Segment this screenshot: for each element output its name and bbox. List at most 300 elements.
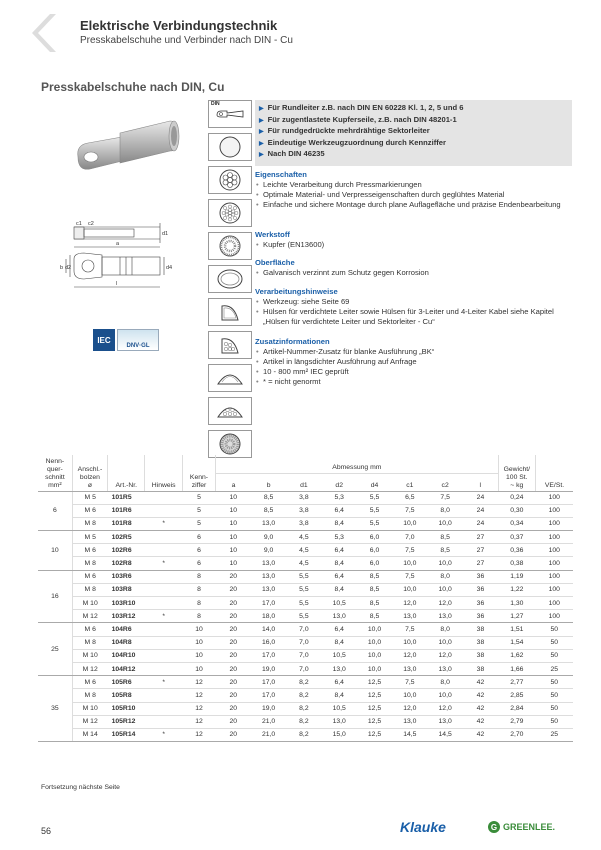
cell-l: 27 [463,544,498,557]
cell-l: 38 [463,623,498,636]
certification-logos [93,328,159,352]
cell-ve: 100 [536,570,574,583]
cell-a: 10 [216,491,251,504]
cell-d4: 6,0 [357,557,392,570]
cell-d1: 5,5 [286,570,321,583]
din-lug-icon [208,100,252,128]
cell-d1: 7,0 [286,662,321,675]
cell-ve: 100 [536,491,574,504]
cell-c1: 10,0 [392,517,427,530]
fine-stranded-conductor-icon [208,199,252,227]
cell-artikelnummer: 104R8 [108,636,145,649]
continuation-note: Fortsetzung nächste Seite [41,784,120,791]
cell-c1: 12,0 [392,597,427,610]
cell-artikelnummer: 102R8 [108,557,145,570]
cell-c2: 8,0 [427,504,462,517]
cell-b: 8,5 [251,491,286,504]
cell-d2: 5,3 [322,531,357,544]
cell-hinweis: * [145,557,182,570]
col-header-kennziffer: Kenn- ziffer [182,455,215,491]
product-table [38,455,573,742]
cell-ve: 100 [536,544,574,557]
cell-nennquerschnitt: 16 [38,570,72,623]
block-item: • * = nicht genormt [255,377,575,387]
cell-hinweis: * [145,517,182,530]
cell-d2: 8,4 [322,689,357,702]
cell-hinweis [145,531,182,544]
cell-anschluss: M 6 [72,544,107,557]
cell-artikelnummer: 105R12 [108,715,145,728]
rope-conductor-icon [208,430,252,458]
cell-kennziffer: 8 [182,597,215,610]
cell-c1: 7,5 [392,504,427,517]
cell-artikelnummer: 101R8 [108,517,145,530]
table-row [38,583,573,596]
cell-b: 8,5 [251,504,286,517]
cell-gewicht: 0,36 [498,544,535,557]
cell-gewicht: 2,77 [498,676,535,689]
table-row [38,649,573,662]
block-verarbeitungshinweise [255,287,575,327]
cell-d1: 7,0 [286,649,321,662]
cell-c2: 10,0 [427,557,462,570]
cell-kennziffer: 8 [182,610,215,623]
cell-artikelnummer: 105R14 [108,728,145,741]
cell-d2: 5,3 [322,491,357,504]
cell-c1: 10,0 [392,689,427,702]
cell-c2: 10,0 [427,583,462,596]
cell-d4: 8,5 [357,570,392,583]
cell-d1: 3,8 [286,517,321,530]
cell-anschluss: M 8 [72,583,107,596]
cell-d2: 6,4 [322,676,357,689]
cell-hinweis [145,597,182,610]
cell-b: 17,0 [251,649,286,662]
sector-stranded-conductor-icon [208,331,252,359]
feature-item: ▶ Für rundgedrückte mehrdrähtige Sektorleiter [259,126,568,138]
block-item: • Galvanisch verzinnt zum Schutz gegen Korrosion [255,268,575,278]
cell-c2: 8,0 [427,676,462,689]
dim-label-d1: d1 [162,231,169,237]
page-header-subtitle: Presskabelschuhe und Verbinder nach DIN - Cu [80,35,293,46]
block-title: Verarbeitungshinweise [255,287,338,296]
cell-hinweis [145,544,182,557]
cell-kennziffer: 5 [182,517,215,530]
cell-d4: 5,5 [357,517,392,530]
col-header-d1: d1 [286,473,321,491]
table-row [38,597,573,610]
cell-l: 24 [463,491,498,504]
cell-d2: 6,4 [322,570,357,583]
cell-d2: 6,4 [322,504,357,517]
cell-nennquerschnitt: 6 [38,491,72,531]
table-row [38,544,573,557]
feature-item: ▶ Für Rundleiter z.B. nach DIN EN 60228 Kl. 1, 2, 5 und 6 [259,103,568,115]
cell-d1: 4,5 [286,544,321,557]
cell-anschluss: M 10 [72,702,107,715]
cell-a: 20 [216,610,251,623]
cell-d4: 6,0 [357,531,392,544]
cell-artikelnummer: 102R6 [108,544,145,557]
cell-c1: 10,0 [392,557,427,570]
cell-c2: 13,0 [427,662,462,675]
cell-ve: 50 [536,676,574,689]
cell-gewicht: 1,27 [498,610,535,623]
table-row [38,491,573,504]
page-number: 56 [41,826,52,836]
cell-c2: 12,0 [427,702,462,715]
cell-c2: 10,0 [427,517,462,530]
feature-item: ▶ Für zugentlastete Kupferseile, z.B. nach DIN 48201-1 [259,115,568,127]
table-row [38,702,573,715]
cell-a: 20 [216,676,251,689]
sector-multistrand-conductor-icon [208,397,252,425]
product-table-body [38,491,573,742]
cell-gewicht: 0,34 [498,517,535,530]
cell-artikelnummer: 105R10 [108,702,145,715]
cell-d1: 8,2 [286,676,321,689]
cell-ve: 100 [536,504,574,517]
cell-artikelnummer: 104R12 [108,662,145,675]
cell-b: 13,0 [251,583,286,596]
cell-l: 36 [463,583,498,596]
cell-hinweis [145,504,182,517]
cell-artikelnummer: 103R12 [108,610,145,623]
cell-c2: 8,5 [427,531,462,544]
cell-hinweis [145,583,182,596]
cell-d4: 10,0 [357,662,392,675]
cell-d1: 3,8 [286,504,321,517]
cell-gewicht: 1,62 [498,649,535,662]
col-header-c1: c1 [392,473,427,491]
cell-nennquerschnitt: 10 [38,531,72,571]
block-title: Eigenschaften [255,170,307,179]
cell-kennziffer: 6 [182,557,215,570]
cell-a: 20 [216,649,251,662]
cell-anschluss: M 8 [72,689,107,702]
cell-hinweis [145,702,182,715]
cell-d4: 12,5 [357,702,392,715]
cell-d4: 10,0 [357,649,392,662]
cell-c1: 7,5 [392,623,427,636]
cell-c2: 13,0 [427,610,462,623]
cell-c1: 13,0 [392,662,427,675]
cell-a: 20 [216,597,251,610]
col-header-d2: d2 [322,473,357,491]
col-header-nennquerschnitt: Nenn- quer- schnitt mm² [38,455,72,491]
table-row [38,676,573,689]
col-header-l: l [463,473,498,491]
cell-d2: 6,4 [322,623,357,636]
dim-label-c1: c1 [76,221,82,227]
cell-kennziffer: 12 [182,676,215,689]
cell-b: 19,0 [251,702,286,715]
col-header-a: a [216,473,251,491]
cell-b: 17,0 [251,689,286,702]
cell-c1: 12,0 [392,702,427,715]
cell-a: 20 [216,702,251,715]
block-item: • 10 - 800 mm² IEC geprüft [255,367,575,377]
cell-kennziffer: 6 [182,544,215,557]
klauke-logo: Klauke [400,819,446,835]
cell-l: 42 [463,702,498,715]
dim-label-d4: d4 [166,265,173,271]
cell-d1: 8,2 [286,728,321,741]
cell-c1: 7,5 [392,544,427,557]
cell-anschluss: M 6 [72,570,107,583]
cell-anschluss: M 6 [72,623,107,636]
col-header-hinweis: Hinweis [145,455,182,491]
cell-ve: 25 [536,662,574,675]
cell-d1: 8,2 [286,715,321,728]
cell-gewicht: 0,24 [498,491,535,504]
cell-artikelnummer: 101R6 [108,504,145,517]
cell-gewicht: 1,51 [498,623,535,636]
greenlee-logo [488,821,555,833]
cell-anschluss: M 5 [72,491,107,504]
cell-b: 18,0 [251,610,286,623]
dim-label-d2: d2 [65,265,72,271]
compacted-conductor-icon [208,265,252,293]
cell-d1: 4,5 [286,557,321,570]
cell-d1: 3,8 [286,491,321,504]
cell-d4: 12,5 [357,689,392,702]
table-row [38,623,573,636]
cell-d2: 10,5 [322,702,357,715]
col-header-d4: d4 [357,473,392,491]
cell-ve: 50 [536,702,574,715]
cell-c1: 7,5 [392,570,427,583]
cell-d2: 10,5 [322,649,357,662]
cell-a: 20 [216,728,251,741]
cell-d4: 6,0 [357,544,392,557]
cell-l: 24 [463,517,498,530]
cell-gewicht: 1,22 [498,583,535,596]
cell-c2: 14,5 [427,728,462,741]
block-item: • Einfache und sichere Montage durch plane Auflagefläche und präzise Endenbearbeitung [255,200,575,210]
cell-b: 21,0 [251,728,286,741]
block-item: • Hülsen für verdichtete Leiter sowie Hülsen für 3-Leiter und 4-Leiter Kabel siehe Kapitel „Hülsen für verdichtete Leiter und Sektorleiter - Cu“ [255,307,575,327]
cell-gewicht: 1,66 [498,662,535,675]
cell-l: 24 [463,504,498,517]
cell-l: 42 [463,728,498,741]
cell-ve: 50 [536,689,574,702]
block-werkstoff [255,230,575,250]
cell-gewicht: 1,54 [498,636,535,649]
cell-d4: 10,0 [357,623,392,636]
cell-gewicht: 0,38 [498,557,535,570]
dnv-gl-logo: DNV·GL [117,329,159,351]
block-item: • Artikel in längsdichter Ausführung auf Anfrage [255,357,575,367]
cell-d4: 12,5 [357,715,392,728]
table-row [38,504,573,517]
cell-d4: 10,0 [357,636,392,649]
cell-gewicht: 2,79 [498,715,535,728]
col-header-artikelnummer: Art.-Nr. [108,455,145,491]
cell-d2: 8,4 [322,636,357,649]
cell-l: 38 [463,636,498,649]
cell-artikelnummer: 103R6 [108,570,145,583]
cell-b: 17,0 [251,676,286,689]
greenlee-logo-text: GREENLEE. [503,822,556,832]
cell-artikelnummer: 103R10 [108,597,145,610]
iec-logo: IEC [93,329,115,351]
cell-l: 36 [463,610,498,623]
cell-l: 36 [463,570,498,583]
table-row [38,531,573,544]
cell-kennziffer: 10 [182,649,215,662]
cell-hinweis [145,491,182,504]
cell-kennziffer: 12 [182,715,215,728]
features-box [255,100,572,166]
cell-nennquerschnitt: 35 [38,676,72,742]
col-header-ve: VE/St. [536,455,574,491]
cell-kennziffer: 6 [182,531,215,544]
cell-kennziffer: 10 [182,623,215,636]
technical-drawing [60,215,180,300]
cell-gewicht: 2,70 [498,728,535,741]
cell-l: 42 [463,676,498,689]
cell-anschluss: M 10 [72,649,107,662]
cell-artikelnummer: 105R6 [108,676,145,689]
solid-round-conductor-icon [208,133,252,161]
cell-d2: 13,0 [322,715,357,728]
cell-gewicht: 0,30 [498,504,535,517]
block-oberflaeche [255,258,575,278]
cell-hinweis [145,689,182,702]
table-row [38,557,573,570]
cell-l: 38 [463,662,498,675]
cell-d1: 5,5 [286,583,321,596]
cell-ve: 100 [536,531,574,544]
cell-d1: 8,2 [286,702,321,715]
cell-d2: 13,0 [322,662,357,675]
cell-hinweis [145,649,182,662]
section-title: Presskabelschuhe nach DIN, Cu [41,80,225,94]
cell-d4: 12,5 [357,728,392,741]
table-row [38,689,573,702]
cell-c2: 10,0 [427,636,462,649]
block-title: Oberfläche [255,258,295,267]
greenlee-g-icon: G [488,821,500,833]
block-eigenschaften [255,170,575,210]
cell-d1: 7,0 [286,623,321,636]
cell-ve: 100 [536,583,574,596]
cell-anschluss: M 6 [72,504,107,517]
cell-ve: 50 [536,636,574,649]
cell-l: 42 [463,715,498,728]
cell-c2: 8,5 [427,544,462,557]
cell-kennziffer: 12 [182,702,215,715]
cell-gewicht: 2,85 [498,689,535,702]
cell-ve: 50 [536,649,574,662]
cell-hinweis [145,570,182,583]
cell-d1: 4,5 [286,531,321,544]
cell-d1: 7,0 [286,636,321,649]
cell-d1: 5,5 [286,610,321,623]
cell-anschluss: M 10 [72,597,107,610]
col-header-gewicht: Gewicht/ 100 St. ~ kg [498,455,535,491]
table-row [38,570,573,583]
cell-d1: 8,2 [286,689,321,702]
cell-c1: 7,0 [392,531,427,544]
col-header-anschlussbolzen: Anschl.- bolzen ø [72,455,107,491]
cell-b: 14,0 [251,623,286,636]
cell-ve: 100 [536,610,574,623]
dim-label-a: a [116,241,120,247]
cell-d2: 8,4 [322,517,357,530]
sector-compacted-conductor-icon [208,364,252,392]
cell-kennziffer: 10 [182,662,215,675]
conductor-icon-column [208,100,252,463]
cell-c2: 12,0 [427,649,462,662]
cell-d4: 8,5 [357,583,392,596]
cell-d1: 5,5 [286,597,321,610]
block-item: • Leichte Verarbeitung durch Pressmarkierungen [255,180,575,190]
block-item: • Werkzeug: siehe Seite 69 [255,297,575,307]
cell-a: 20 [216,570,251,583]
cell-c2: 7,5 [427,491,462,504]
cell-b: 13,0 [251,517,286,530]
cell-d4: 8,5 [357,610,392,623]
block-title: Zusatzinformationen [255,337,330,346]
cell-d4: 5,5 [357,491,392,504]
cell-ve: 50 [536,623,574,636]
cell-c1: 10,0 [392,636,427,649]
cell-a: 10 [216,504,251,517]
cell-ve: 25 [536,728,574,741]
col-header-b: b [251,473,286,491]
cell-kennziffer: 8 [182,570,215,583]
cell-d4: 5,5 [357,504,392,517]
cell-l: 42 [463,689,498,702]
cell-artikelnummer: 105R8 [108,689,145,702]
cell-anschluss: M 12 [72,610,107,623]
block-item: • Optimale Material- und Verpresseigenschaften durch geglühtes Material [255,190,575,200]
cell-c1: 14,5 [392,728,427,741]
cell-hinweis [145,636,182,649]
cell-artikelnummer: 102R5 [108,531,145,544]
block-item: • Artikel-Nummer-Zusatz für blanke Ausführung „BK“ [255,347,575,357]
cell-a: 10 [216,557,251,570]
table-row [38,610,573,623]
din-label: DIN [211,101,220,107]
cell-c1: 10,0 [392,583,427,596]
cell-b: 19,0 [251,662,286,675]
cell-c2: 10,0 [427,689,462,702]
cell-d2: 6,4 [322,544,357,557]
dim-label-c2: c2 [88,221,94,227]
cell-a: 20 [216,689,251,702]
table-row [38,517,573,530]
cell-anschluss: M 14 [72,728,107,741]
cell-kennziffer: 8 [182,583,215,596]
cell-d2: 8,4 [322,583,357,596]
feature-item: ▶ Nach DIN 46235 [259,149,568,161]
cell-anschluss: M 6 [72,676,107,689]
cell-d2: 15,0 [322,728,357,741]
cell-c1: 13,0 [392,610,427,623]
cell-hinweis [145,715,182,728]
cell-anschluss: M 12 [72,715,107,728]
cell-b: 17,0 [251,597,286,610]
table-row [38,728,573,741]
cell-kennziffer: 5 [182,491,215,504]
cable-lug-photo [74,115,182,180]
col-header-abmessung: Abmessung mm [216,455,499,473]
cell-d4: 12,5 [357,676,392,689]
cell-b: 9,0 [251,531,286,544]
